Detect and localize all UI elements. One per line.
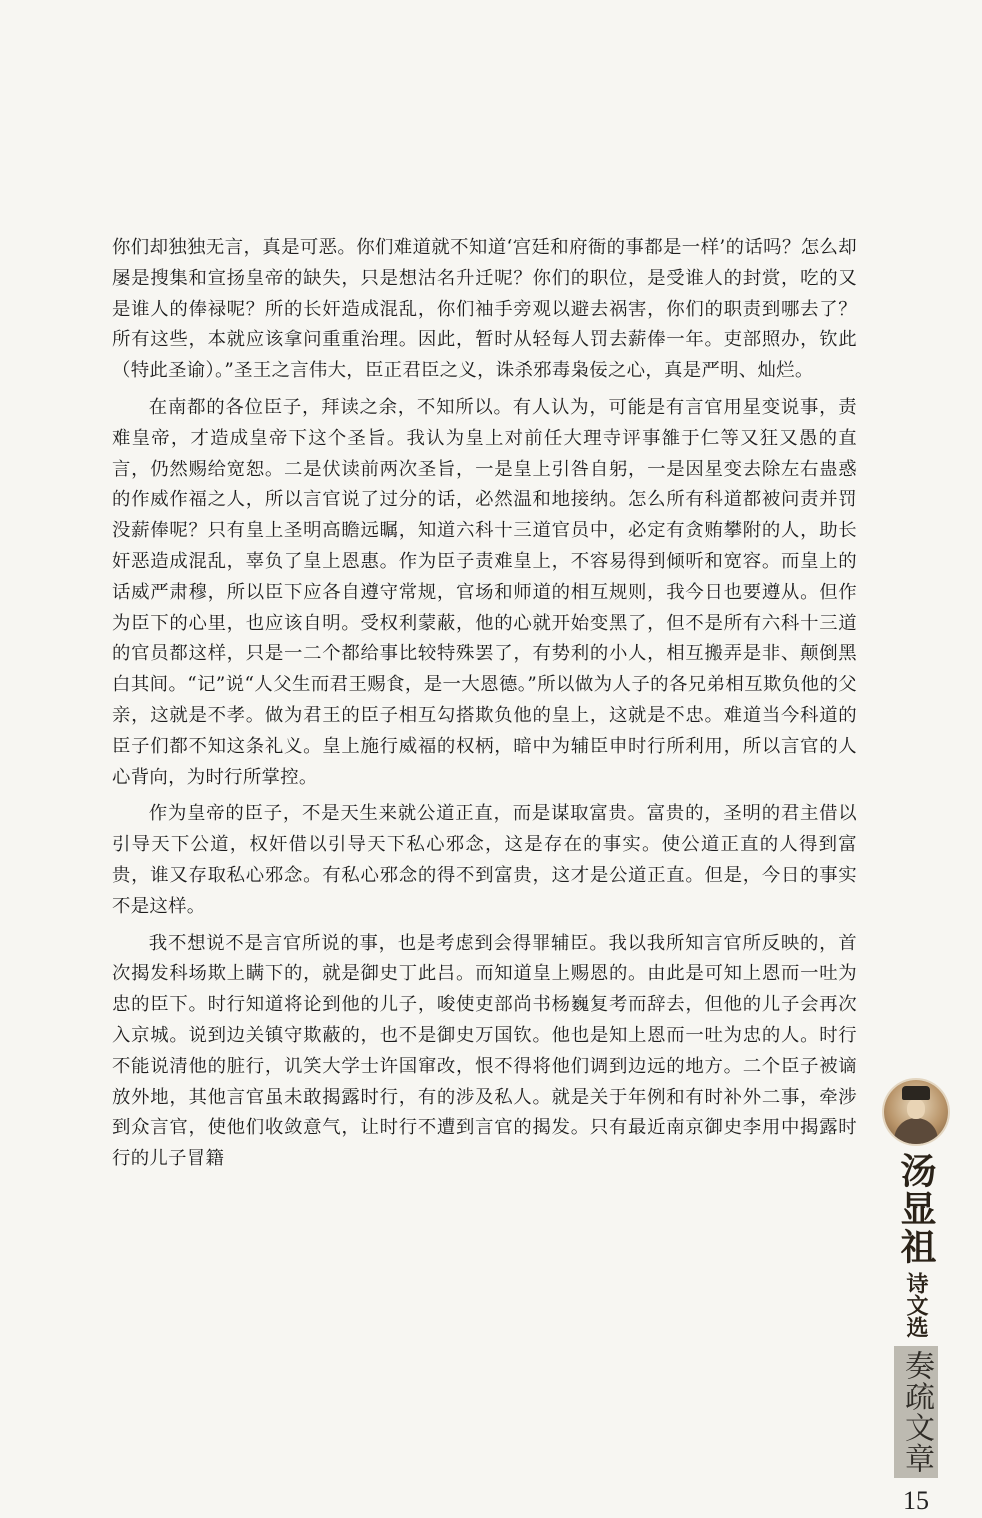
paragraph-4: 我不想说不是言官所说的事，也是考虑到会得罪辅臣。我以我所知言官所反映的，首次揭发科场欺上瞒下的，就是御史丁此吕。而知道皇上赐恩的。由此是可知上恩而一吐为忠的臣下。时行知道将论到他的儿子，唆使吏部尚书杨巍复考而辞去，但他的儿子会再次入京城。说到边关镇守欺蔽的，也不是御史万国钦。他也是知上恩而一吐为忠的人。时行不能说清他的脏行，讥笑大学士许国窜改，恨不得将他们调到边远的地方。二个臣子被谪放外地，其他言官虽未敢揭露时行，有的涉及私人。就是关于年例和有时补外二事，牵涉到众言官，使他们收敛意气，让时行不遭到言官的揭发。只有最近南京御史李用中揭露时行的儿子冒籍 (112, 932, 857, 1170)
paragraph-1: 你们却独独无言，真是可恶。你们难道就不知道‘宫廷和府衙的事都是一样’的话吗？怎么却屡是搜集和宣扬皇帝的缺失，只是想沽名升迁呢？你们的职位，是受谁人的封赏，吃的又是谁人的俸禄呢？所的长奸造成混乱，你们袖手旁观以避去祸害，你们的职责到哪去了？所有这些，本就应该拿问重重治理。因此，暂时从轻每人罚去薪俸一年。吏部照办，钦此（特此圣谕）。”圣王之言伟大，臣正君臣之义，诛杀邪毒枭佞之心，真是严明、灿烂。 (112, 237, 857, 382)
page-number: 15 (903, 1486, 929, 1515)
paragraph-3: 作为皇帝的臣子，不是天生来就公道正直，而是谋取富贵。富贵的，圣明的君主借以引导天下公道，权奸借以引导天下私心邪念，这是存在的事实。使公道正直的人得到富贵，谁又存取私心邪念。有私心邪念的得不到富贵，这才是公道正直。但是，今日的事实不是这样。 (112, 803, 857, 917)
section-tag: 奏疏文章 (894, 1346, 938, 1478)
book-sidebar (868, 1080, 964, 1516)
page-body (112, 233, 857, 1175)
author-name: 汤显祖 (895, 1152, 937, 1266)
scholar-portrait-icon (884, 1080, 948, 1144)
series-title: 诗文选 (903, 1272, 929, 1338)
paragraph-2: 在南都的各位臣子，拜读之余，不知所以。有人认为，可能是有言官用星变说事，责难皇帝，才造成皇帝下这个圣旨。我认为皇上对前任大理寺评事雒于仁等又狂又愚的直言，仍然赐给宽恕。二是伏读前两次圣旨，一是皇上引咎自躬，一是因星变去除左右蛊惑的作威作福之人，所以言官说了过分的话，必然温和地接纳。怎么所有科道都被问责并罚没薪俸呢？只有皇上圣明高瞻远瞩，知道六科十三道官员中，必定有贪贿攀附的人，助长奸恶造成混乱，辜负了皇上恩惠。作为臣子责难皇上，不容易得到倾听和宽容。而皇上的话威严肃穆，所以臣下应各自遵守常规，官场和师道的相互规则，我今日也要遵从。但作为臣下的心里，也应该自明。受权利蒙蔽，他的心就开始变黑了，但不是所有六科十三道的官员都这样，只是一二个都给事比较特殊罢了，有势利的小人，相互搬弄是非、颠倒黑白其间。“记”说“人父生而君王赐食，是一大恩德。”所以做为人子的各兄弟相互欺负他的父亲，这就是不孝。做为君王的臣子相互勾搭欺负他的皇上，这就是不忠。难道当今科道的臣子们都不知这条礼义。皇上施行威福的权柄，暗中为辅臣申时行所利用，所以言官的人心背向，为时行所掌控。 (112, 396, 857, 788)
